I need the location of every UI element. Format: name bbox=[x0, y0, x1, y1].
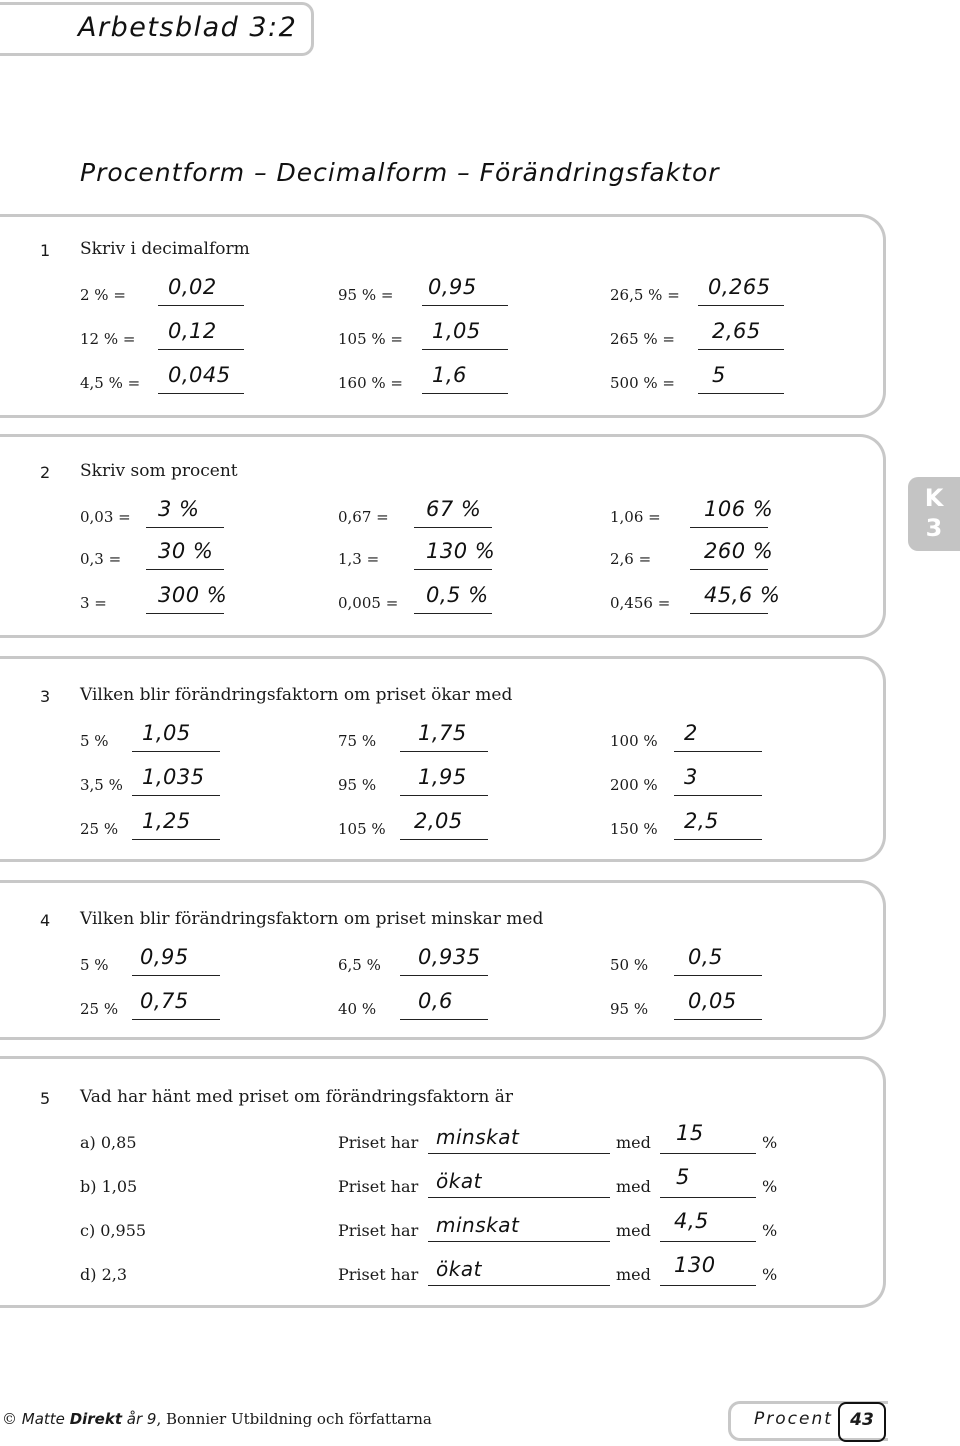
item-label: 25 % bbox=[80, 820, 119, 838]
level-tab-label bbox=[914, 483, 954, 543]
change-answer: minskat bbox=[436, 1213, 520, 1237]
answer-value: 45,6 % bbox=[704, 583, 781, 607]
answer-line bbox=[158, 305, 244, 306]
answer-value: 0,75 bbox=[140, 989, 189, 1013]
item-label: 1,06 = bbox=[610, 508, 661, 526]
amount-answer: 5 bbox=[676, 1165, 690, 1189]
answer-value: 1,75 bbox=[418, 721, 467, 745]
item-label: 95 % = bbox=[338, 286, 394, 304]
change-answer: minskat bbox=[436, 1125, 520, 1149]
priset-har-label: Priset har bbox=[338, 1133, 419, 1152]
answer-line bbox=[428, 1241, 610, 1242]
item-label: d) 2,3 bbox=[80, 1265, 128, 1284]
answer-line bbox=[674, 795, 762, 796]
exercise-instruction: Vilken blir förändringsfaktorn om priset minskar med bbox=[80, 909, 544, 929]
worksheet-title: Arbetsblad 3:2 bbox=[78, 12, 298, 43]
answer-value: 2,65 bbox=[712, 319, 761, 343]
exercise-number: 1 bbox=[40, 241, 51, 260]
answer-line bbox=[400, 795, 488, 796]
answer-line bbox=[698, 349, 784, 350]
answer-value: 0,265 bbox=[708, 275, 771, 299]
exercise-3-box bbox=[0, 656, 886, 862]
answer-line bbox=[400, 975, 488, 976]
brand-direkt: Direkt bbox=[69, 1410, 122, 1428]
exercise-instruction: Vilken blir förändringsfaktorn om priset ökar med bbox=[80, 685, 513, 705]
level-tab-number: 3 bbox=[925, 514, 943, 542]
item-label: 100 % bbox=[610, 732, 658, 750]
answer-value: 300 % bbox=[158, 583, 228, 607]
answer-value: 260 % bbox=[704, 539, 774, 563]
med-label: med bbox=[616, 1265, 651, 1284]
change-answer: ökat bbox=[436, 1257, 482, 1281]
change-answer: ökat bbox=[436, 1169, 482, 1193]
item-label: 2,6 = bbox=[610, 550, 652, 568]
item-label: 25 % bbox=[80, 1000, 119, 1018]
answer-line bbox=[690, 569, 768, 570]
item-label: a) 0,85 bbox=[80, 1133, 137, 1152]
exercise-1-box bbox=[0, 214, 886, 418]
answer-line bbox=[422, 393, 508, 394]
answer-value: 0,02 bbox=[168, 275, 217, 299]
answer-value: 0,5 % bbox=[426, 583, 489, 607]
percent-sign: % bbox=[762, 1133, 778, 1152]
priset-har-label: Priset har bbox=[338, 1221, 419, 1240]
item-label: 160 % = bbox=[338, 374, 403, 392]
answer-value: 5 bbox=[712, 363, 726, 387]
item-label: 95 % bbox=[610, 1000, 649, 1018]
item-label: 0,67 = bbox=[338, 508, 389, 526]
amount-answer: 4,5 bbox=[674, 1209, 709, 1233]
answer-value: 0,12 bbox=[168, 319, 217, 343]
item-label: c) 0,955 bbox=[80, 1221, 147, 1240]
topic-label: Procent bbox=[754, 1409, 833, 1429]
item-label: 0,005 = bbox=[338, 594, 399, 612]
answer-value: 0,5 bbox=[688, 945, 723, 969]
item-label: 105 % bbox=[338, 820, 386, 838]
answer-line bbox=[146, 527, 224, 528]
item-label: 265 % = bbox=[610, 330, 675, 348]
med-label: med bbox=[616, 1133, 651, 1152]
footer-credit bbox=[2, 1410, 432, 1428]
answer-value: 67 % bbox=[426, 497, 482, 521]
answer-value: 1,6 bbox=[432, 363, 467, 387]
percent-sign: % bbox=[762, 1177, 778, 1196]
answer-value: 0,935 bbox=[418, 945, 481, 969]
answer-value: 3 % bbox=[158, 497, 200, 521]
answer-line bbox=[132, 975, 220, 976]
answer-line bbox=[158, 349, 244, 350]
exercise-instruction: Vad har hänt med priset om förändringsfaktorn är bbox=[80, 1087, 513, 1107]
item-label: 500 % = bbox=[610, 374, 675, 392]
answer-value: 2 bbox=[684, 721, 698, 745]
answer-line bbox=[428, 1197, 610, 1198]
answer-line bbox=[660, 1197, 756, 1198]
item-label: 0,456 = bbox=[610, 594, 671, 612]
answer-line bbox=[400, 839, 488, 840]
answer-line bbox=[146, 569, 224, 570]
answer-value: 1,95 bbox=[418, 765, 467, 789]
answer-line bbox=[690, 613, 768, 614]
answer-line bbox=[428, 1153, 610, 1154]
page-number: 43 bbox=[850, 1410, 874, 1430]
copyright-symbol: © bbox=[2, 1410, 17, 1428]
exercise-number: 5 bbox=[40, 1089, 51, 1108]
exercise-instruction: Skriv i decimalform bbox=[80, 239, 250, 259]
exercise-4-box bbox=[0, 880, 886, 1040]
answer-value: 1,25 bbox=[142, 809, 191, 833]
item-label: 12 % = bbox=[80, 330, 136, 348]
exercise-2-box bbox=[0, 434, 886, 638]
answer-line bbox=[660, 1285, 756, 1286]
answer-line bbox=[158, 393, 244, 394]
percent-sign: % bbox=[762, 1265, 778, 1284]
item-label: 6,5 % bbox=[338, 956, 381, 974]
answer-value: 2,5 bbox=[684, 809, 719, 833]
answer-value: 1,035 bbox=[142, 765, 205, 789]
answer-value: 0,95 bbox=[140, 945, 189, 969]
item-label: 105 % = bbox=[338, 330, 403, 348]
answer-line bbox=[132, 751, 220, 752]
item-label: 5 % bbox=[80, 956, 109, 974]
item-label: 95 % bbox=[338, 776, 377, 794]
item-label: 5 % bbox=[80, 732, 109, 750]
answer-line bbox=[690, 527, 768, 528]
answer-value: 2,05 bbox=[414, 809, 463, 833]
answer-line bbox=[422, 305, 508, 306]
answer-line bbox=[414, 569, 492, 570]
priset-har-label: Priset har bbox=[338, 1177, 419, 1196]
page-title: Procentform – Decimalform – Förändringsfaktor bbox=[80, 158, 720, 187]
answer-line bbox=[400, 751, 488, 752]
publisher-text: , Bonnier Utbildning och författarna bbox=[156, 1410, 432, 1428]
amount-answer: 130 bbox=[674, 1253, 716, 1277]
answer-line bbox=[674, 839, 762, 840]
answer-value: 0,95 bbox=[428, 275, 477, 299]
answer-line bbox=[428, 1285, 610, 1286]
answer-line bbox=[660, 1241, 756, 1242]
answer-line bbox=[660, 1153, 756, 1154]
answer-value: 30 % bbox=[158, 539, 214, 563]
item-label: 200 % bbox=[610, 776, 658, 794]
answer-value: 130 % bbox=[426, 539, 496, 563]
answer-value: 0,05 bbox=[688, 989, 737, 1013]
answer-line bbox=[400, 1019, 488, 1020]
item-label: 150 % bbox=[610, 820, 658, 838]
answer-value: 1,05 bbox=[142, 721, 191, 745]
answer-line bbox=[132, 1019, 220, 1020]
item-label: 1,3 = bbox=[338, 550, 380, 568]
level-tab-letter: K bbox=[924, 484, 944, 512]
answer-line bbox=[146, 613, 224, 614]
item-label: 50 % bbox=[610, 956, 649, 974]
exercise-number: 2 bbox=[40, 463, 51, 482]
percent-sign: % bbox=[762, 1221, 778, 1240]
exercise-5-box bbox=[0, 1056, 886, 1308]
answer-line bbox=[698, 305, 784, 306]
item-label: 26,5 % = bbox=[610, 286, 680, 304]
item-label: 3,5 % bbox=[80, 776, 123, 794]
answer-value: 0,045 bbox=[168, 363, 231, 387]
answer-value: 0,6 bbox=[418, 989, 453, 1013]
med-label: med bbox=[616, 1221, 651, 1240]
priset-har-label: Priset har bbox=[338, 1265, 419, 1284]
item-label: 0,3 = bbox=[80, 550, 122, 568]
answer-line bbox=[132, 795, 220, 796]
item-label: 40 % bbox=[338, 1000, 377, 1018]
answer-line bbox=[414, 613, 492, 614]
answer-value: 1,05 bbox=[432, 319, 481, 343]
answer-line bbox=[132, 839, 220, 840]
answer-line bbox=[698, 393, 784, 394]
item-label: 0,03 = bbox=[80, 508, 131, 526]
exercise-number: 4 bbox=[40, 911, 51, 930]
item-label: 75 % bbox=[338, 732, 377, 750]
answer-line bbox=[674, 975, 762, 976]
exercise-number: 3 bbox=[40, 687, 51, 706]
item-label: 2 % = bbox=[80, 286, 126, 304]
item-label: 3 = bbox=[80, 594, 107, 612]
item-label: 4,5 % = bbox=[80, 374, 141, 392]
exercise-instruction: Skriv som procent bbox=[80, 461, 238, 481]
brand-matte: Matte bbox=[21, 1410, 65, 1428]
answer-line bbox=[414, 527, 492, 528]
answer-value: 106 % bbox=[704, 497, 774, 521]
answer-value: 3 bbox=[684, 765, 698, 789]
brand-year: år 9 bbox=[126, 1410, 157, 1428]
answer-line bbox=[674, 1019, 762, 1020]
answer-line bbox=[422, 349, 508, 350]
amount-answer: 15 bbox=[676, 1121, 704, 1145]
med-label: med bbox=[616, 1177, 651, 1196]
answer-line bbox=[674, 751, 762, 752]
item-label: b) 1,05 bbox=[80, 1177, 138, 1196]
